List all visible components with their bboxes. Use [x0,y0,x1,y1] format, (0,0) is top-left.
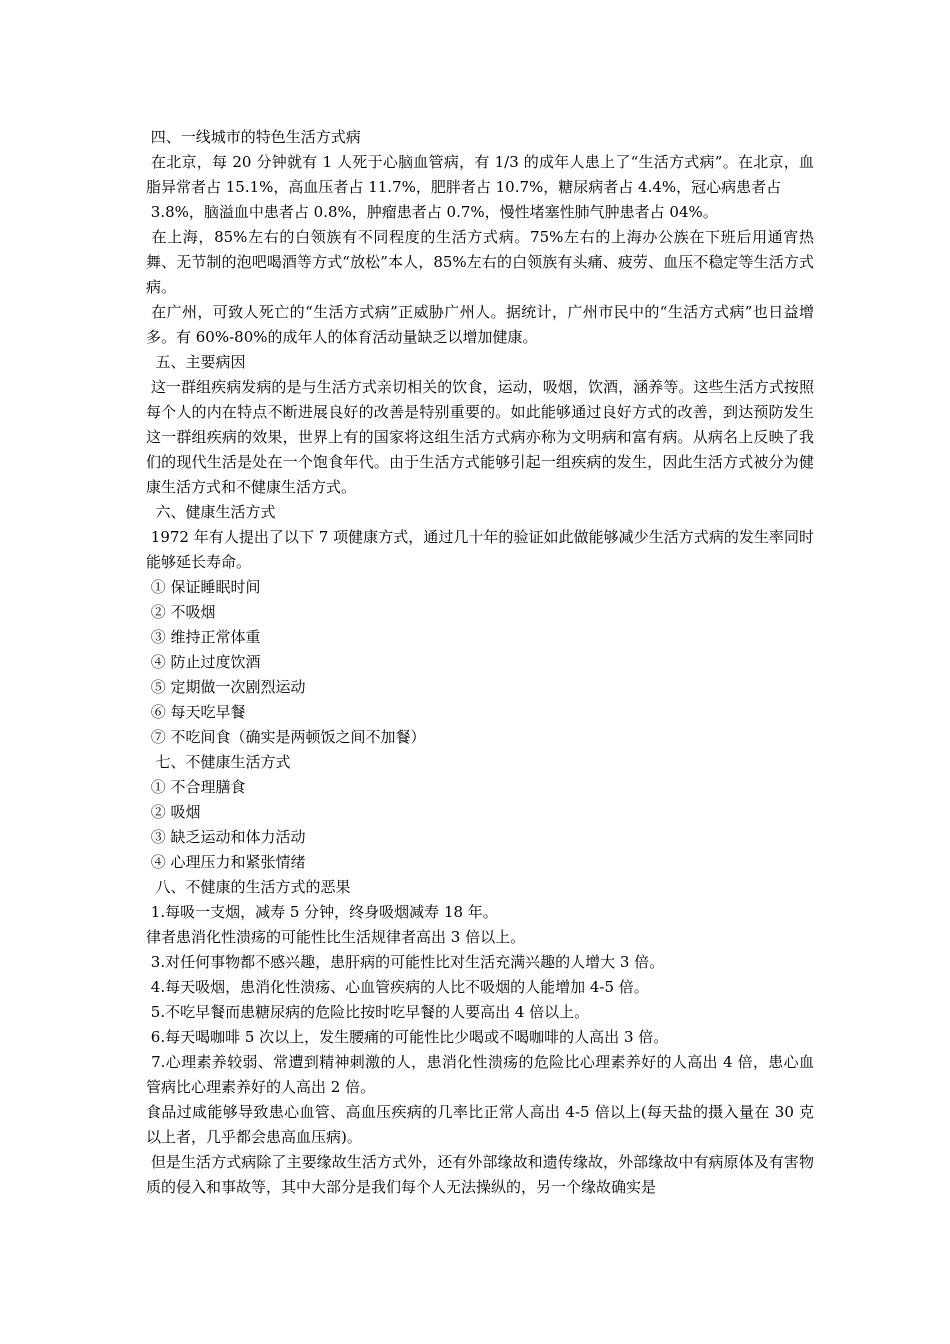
list-item: ① 不合理膳食 [146,778,246,796]
list-item: ③ 缺乏运动和体力活动 [146,828,306,846]
list-item: ⑥ 每天吃早餐 [146,703,246,721]
list-item: ④ 心理压力和紧张情绪 [146,853,306,871]
list-item: ① 保证睡眠时间 [146,578,261,596]
section-heading-5: 五、主要病因 [146,353,246,371]
section-heading-7: 七、不健康生活方式 [146,753,291,771]
numbered-item: 4.每天吸烟，患消化性溃疡、心血管疾病的人比不吸烟的人能增加 4-5 倍。 [146,978,649,996]
numbered-item: 律者患消化性溃疡的可能性比生活规律者高出 3 倍以上。 [146,928,526,946]
numbered-item: 6.每天喝咖啡 5 次以上，发生腰痛的可能性比少喝或不喝咖啡的人高出 3 倍。 [146,1028,669,1046]
numbered-item: 5.不吃早餐而患糖尿病的危险比按时吃早餐的人要高出 4 倍以上。 [146,1003,590,1021]
paragraph-other-causes: 但是生活方式病除了主要缘故生活方式外，还有外部缘故和遗传缘故，外部缘故中有病原体及有害物质的侵入和事故等，其中大部分是我们每个人无法操纵的，另一个缘故确实是 [146,1153,814,1196]
list-item: ② 吸烟 [146,803,201,821]
numbered-item: 7.心理素养较弱、常遭到精神刺激的人，患消化性溃疡的危险比心理素养好的人高出 4 倍，患心血管病比心理素养好的人高出 2 倍。 [146,1053,814,1096]
numbered-item: 3.对任何事物都不感兴趣，患肝病的可能性比对生活充满兴趣的人增大 3 倍。 [146,953,665,971]
paragraph-beijing-cont: 3.8%，脑溢血中患者占 0.8%，肿瘤患者占 0.7%，慢性堵塞性肺气肿患者占 04%。 [146,203,718,221]
paragraph-shanghai: 在上海，85%左右的白领族有不同程度的生活方式病。75%左右的上海办公族在下班后用通宵热舞、无节制的泡吧喝酒等方式“放松”本人，85%左右的白领族有头痛、疲劳、血压不稳定等生活方式病。 [146,228,814,296]
list-item: ⑤ 定期做一次剧烈运动 [146,678,306,696]
paragraph-guangzhou: 在广州，可致人死亡的“生活方式病”正威胁广州人。据统计，广州市民中的“生活方式病”也日益增多。有 60%-80%的成年人的体育活动量缺乏以增加健康。 [146,303,814,346]
numbered-item: 1.每吸一支烟，减寿 5 分钟，终身吸烟减寿 18 年。 [146,903,498,921]
section-heading-4: 四、一线城市的特色生活方式病 [146,128,361,146]
paragraph-causes: 这一群组疾病发病的是与生活方式亲切相关的饮食，运动，吸烟，饮酒，涵养等。这些生活方式按照每个人的内在特点不断进展良好的改善是特别重要的。如此能够通过良好方式的改善，到达预防发生这一群组疾病的效果，世界上有的国家将这组生活方式病亦称为文明病和富有病。从病名上反映了我们的现代生活是处在一个饱食年代。由于生活方式能够引起一组疾病的发生，因此生活方式被分为健康生活方式和不健康生活方式。 [146,378,814,496]
list-item: ③ 维持正常体重 [146,628,261,646]
paragraph-salt: 食品过咸能够导致患心血管、高血压疾病的几率比正常人高出 4-5 倍以上(每天盐的摄入量在 30 克以上者，几乎都会患高血压病)。 [146,1103,814,1146]
paragraph-beijing: 在北京，每 20 分钟就有 1 人死于心脑血管病，有 1/3 的成年人患上了“生活方式病”。在北京，血脂异常者占 15.1%，高血压者占 11.7%，肥胖者占 10.7%，糖尿病者占 4.4%，冠心病患者占 [146,153,814,196]
list-item: ④ 防止过度饮酒 [146,653,261,671]
paragraph-1972: 1972 年有人提出了以下 7 项健康方式，通过几十年的验证如此做能够减少生活方式病的发生率同时能够延长寿命。 [146,528,814,571]
document-page [146,125,814,1200]
section-heading-6: 六、健康生活方式 [146,503,276,521]
list-item: ② 不吸烟 [146,603,216,621]
list-item: ⑦ 不吃间食（确实是两顿饭之间不加餐） [146,728,426,746]
section-heading-8: 八、不健康的生活方式的恶果 [146,878,351,896]
